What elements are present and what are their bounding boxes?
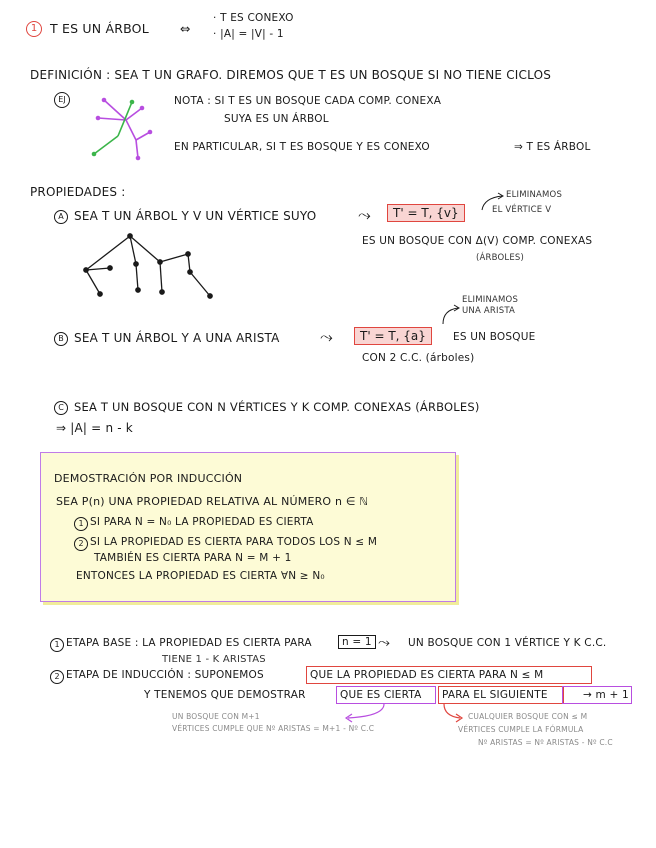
stage-base-num: 1: [50, 638, 64, 652]
stage-induction-m1: → m + 1: [583, 689, 629, 701]
induction-step-1: SI PARA N = N₀ LA PROPIEDAD ES CIERTA: [90, 516, 314, 528]
gray-note-right-1: CUALQUIER BOSQUE CON ≤ M: [468, 712, 588, 721]
property-c-label: C: [54, 401, 68, 415]
property-b-arrow: ⤳: [320, 327, 334, 346]
property-c-text: SEA T UN BOSQUE CON N VÉRTICES Y K COMP. CONEXAS (ÁRBOLES): [74, 400, 480, 414]
property-b-note-1: ELIMINAMOS: [462, 295, 519, 305]
stage-induction-show: Y TENEMOS QUE DEMOSTRAR: [144, 689, 306, 701]
stage-base-edges: TIENE 1 - K ARISTAS: [162, 654, 266, 665]
property-a-arrow: ⤳: [358, 205, 372, 224]
gray-note-right-3: Nº ARISTAS = Nº ARISTAS - Nº C.C: [478, 738, 613, 747]
induction-step-1-num: 1: [74, 517, 88, 531]
property-b-text: SEA T UN ÁRBOL Y A UNA ARISTA: [74, 331, 280, 345]
condition-edges: · |A| = |V| - 1: [213, 28, 284, 40]
property-b-note-2: UNA ARISTA: [462, 306, 516, 316]
theorem-number: 1: [26, 21, 42, 37]
stage-induction-num: 2: [50, 670, 64, 684]
note-line-1: NOTA : SI T ES UN BOSQUE CADA COMP. CONEXA: [174, 95, 442, 107]
property-a-note-2: EL VÉRTICE V: [492, 205, 552, 215]
property-a-note-1: ELIMINAMOS: [506, 190, 563, 200]
property-b-result: ES UN BOSQUE: [453, 331, 536, 343]
gray-note-right-2: VÉRTICES CUMPLE LA FÓRMULA: [458, 725, 584, 734]
stage-base-result: UN BOSQUE CON 1 VÉRTICE Y K C.C.: [408, 637, 607, 649]
condition-connected: · T ES CONEXO: [213, 12, 294, 24]
definition-text: DEFINICIÓN : SEA T UN GRAFO. DIREMOS QUE T ES UN BOSQUE SI NO TIENE CICLOS: [30, 68, 552, 82]
property-b-result-2: CON 2 C.C. (árboles): [362, 352, 475, 364]
example-label: EJ: [54, 92, 70, 108]
particular-implies: ⇒ T ES ÁRBOL: [514, 141, 591, 153]
stage-base-box: n = 1: [338, 635, 376, 649]
induction-step-2b: TAMBIÉN ES CIERTA PARA N = M + 1: [94, 552, 292, 564]
iff-symbol: ⇔: [180, 21, 191, 36]
note-line-2: SUYA ES UN ÁRBOL: [224, 113, 329, 125]
stage-base-arrow: ⤳: [378, 633, 391, 651]
induction-step-2-num: 2: [74, 537, 88, 551]
gray-note-left-1: UN BOSQUE CON M+1: [172, 712, 260, 721]
property-b-formula: T' = T, {a}: [354, 327, 432, 345]
property-a-text: SEA T UN ÁRBOL Y V UN VÉRTICE SUYO: [74, 209, 317, 223]
theorem-left: T ES UN ÁRBOL: [50, 21, 149, 36]
stage-base-text: ETAPA BASE : LA PROPIEDAD ES CIERTA PARA: [66, 637, 312, 649]
stage-induction-claim: QUE ES CIERTA: [340, 689, 422, 701]
property-a-formula: T' = T, {v}: [387, 204, 465, 222]
stage-induction-text: ETAPA DE INDUCCIÓN : SUPONEMOS: [66, 669, 264, 681]
gray-note-left-2: VÉRTICES CUMPLE QUE Nº ARISTAS = M+1 - Nº C.C: [172, 724, 375, 733]
induction-conclusion: ENTONCES LA PROPIEDAD ES CIERTA ∀N ≥ N₀: [76, 570, 325, 582]
properties-title: PROPIEDADES :: [30, 185, 126, 199]
property-a-result-paren: (ÁRBOLES): [476, 253, 525, 263]
property-a-result: ES UN BOSQUE CON Δ(V) COMP. CONEXAS: [362, 235, 593, 247]
property-a-label: A: [54, 210, 68, 224]
property-b-label: B: [54, 332, 68, 346]
stage-induction-next: PARA EL SIGUIENTE: [442, 689, 548, 701]
induction-line-1: SEA P(n) UNA PROPIEDAD RELATIVA AL NÚMERO n ∈ ℕ: [56, 495, 369, 508]
particular-text: EN PARTICULAR, SI T ES BOSQUE Y ES CONEXO: [174, 141, 430, 153]
stage-induction-hypothesis: QUE LA PROPIEDAD ES CIERTA PARA N ≤ M: [310, 669, 544, 681]
property-c-result: ⇒ |A| = n - k: [56, 421, 133, 435]
induction-step-2a: SI LA PROPIEDAD ES CIERTA PARA TODOS LOS N ≤ M: [90, 536, 378, 548]
induction-title: DEMOSTRACIÓN POR INDUCCIÓN: [54, 472, 243, 485]
